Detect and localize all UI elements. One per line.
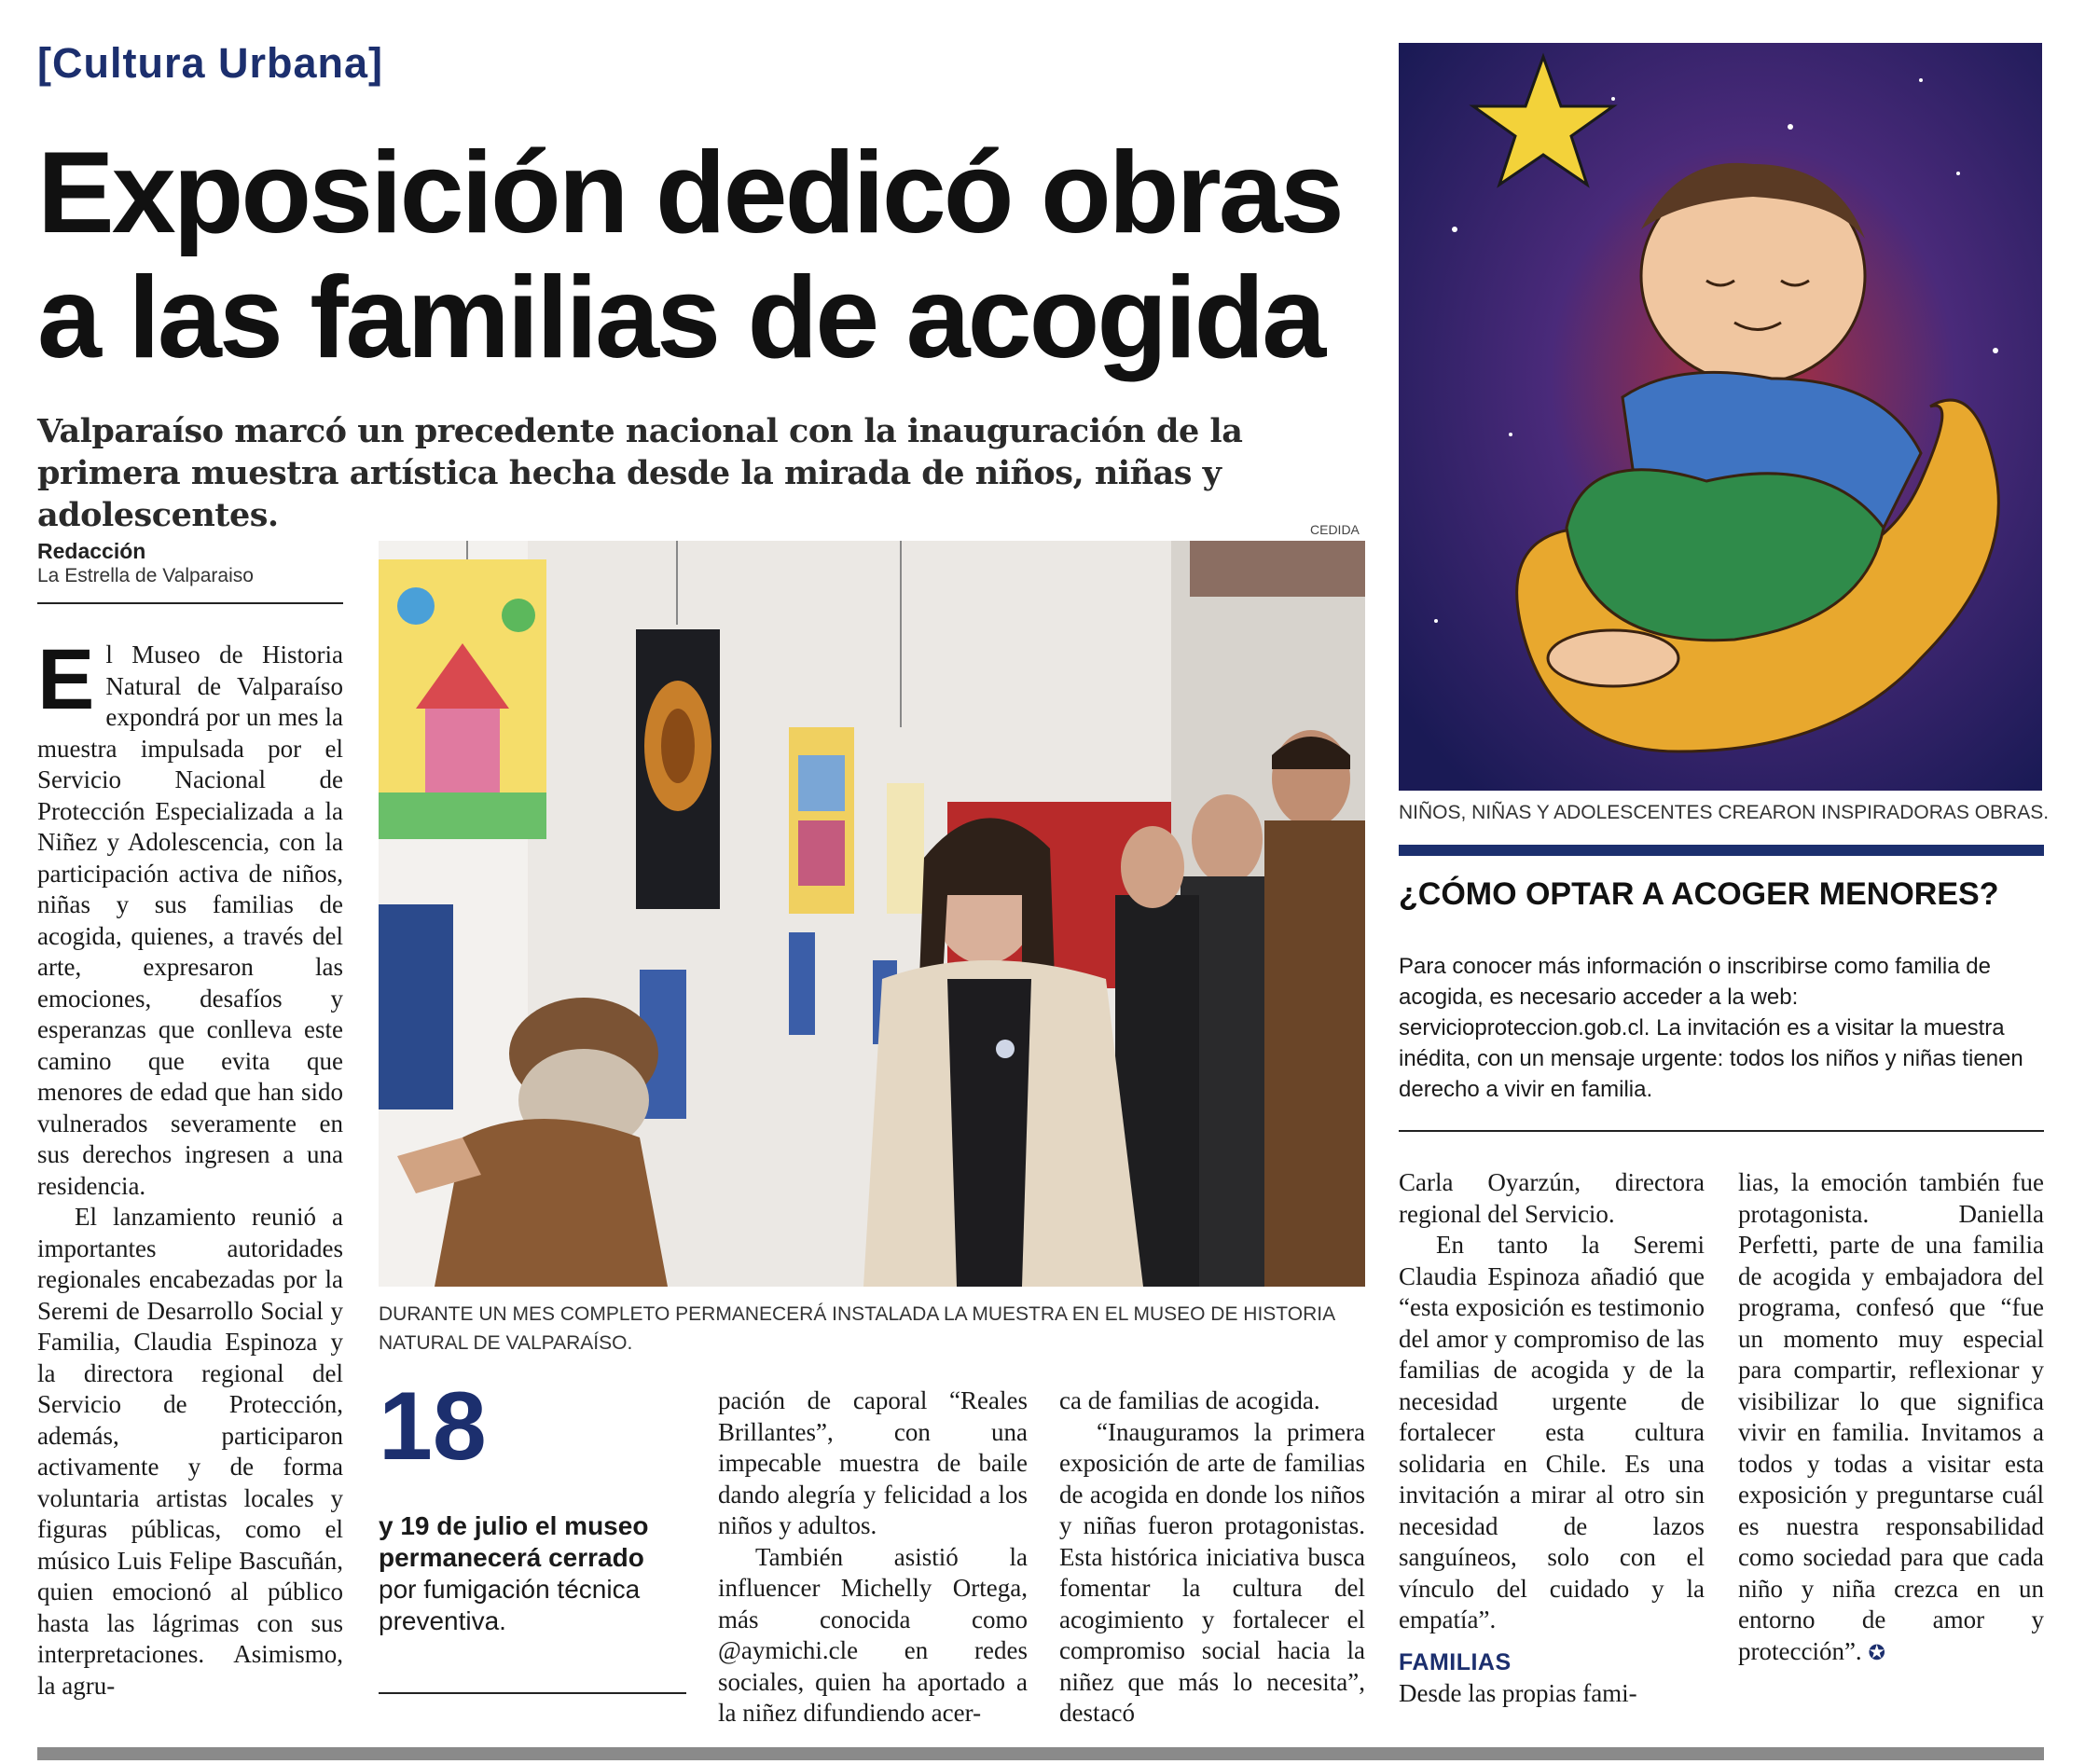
column-1 [37, 632, 343, 1740]
fact-rest-text: por fumigación técnica preventiva. [379, 1575, 641, 1635]
col4-paragraph-1: Carla Oyarzún, directora regional del Servicio. [1399, 1168, 1705, 1228]
col3-paragraph-1: ca de familias de acogida. [1059, 1386, 1320, 1414]
deck: Valparaíso marcó un precedente nacional con la inauguración de la primera muestra artística hecha desde la mirada de niños, niñas y adolescentes. [37, 412, 1243, 534]
col1-paragraph-2: El lanzamiento reunió a importantes autoridades regionales encabezadas por la Seremi de Desarrollo Social y Familia, Claudia Espinoza y la directora regional del Servicio de Protección, además, participaron activamente y de forma voluntaria artistas locales y figuras públicas, como el músico Luis Felipe Bascuñán, quien emocionó al público hasta las lágrimas con sus interpretaciones. Asimismo, la agru- [37, 1203, 343, 1700]
subhead-familias: FAMILIAS [1399, 1648, 1512, 1675]
section-tag: [Cultura Urbana] [37, 39, 384, 87]
column-3 [1059, 1385, 1365, 1730]
bottom-bar [37, 1747, 2044, 1760]
byline-name: Redacción [37, 539, 146, 563]
headline-line-2: a las familias de acogida [37, 254, 1324, 382]
col4-paragraph-3: Desde las propias fami- [1399, 1679, 1637, 1707]
photo-credit: CEDIDA [1310, 522, 1360, 537]
column-5 [1738, 1167, 2044, 1669]
info-box-text: Para conocer más información o inscribirse como familia de acogida, es necesario acceder a la web: servicioproteccion.gob.cl. La invitación es a visitar la muestra inédita, con un mensaje urgente: todos los niños y niñas tienen derecho a vivir en familia. [1399, 954, 2023, 1102]
column-2 [718, 1385, 1028, 1730]
col2-paragraph-2: También asistió la influencer Michelly Ortega, más conocida como @aymichi.cle en redes sociales, quien ha aportado a la niñez difundiendo acer- [718, 1542, 1028, 1727]
fact-bold-text: y 19 de julio el museo permanecerá cerrado [379, 1511, 649, 1572]
byline-outlet: La Estrella de Valparaiso [37, 565, 254, 586]
column-4 [1399, 1167, 1705, 1710]
headline [37, 131, 1380, 380]
byline-rule [37, 602, 343, 604]
col4-paragraph-2: En tanto la Seremi Claudia Espinoza añadió que “esta exposición es testimonio del amor y compromiso de las familias de acogida y de la necesidad urgente de fortalecer esta cultura solidaria en Chile. Es una invitación a mirar al otro sin necesidad de lazos sanguíneos, solo con el vínculo del cuidado y la empatía”. [1399, 1231, 1705, 1633]
artwork-caption: NIÑOS, NIÑAS Y ADOLESCENTES CREARON INSPIRADORAS OBRAS. [1399, 802, 2050, 823]
main-photo [379, 541, 1365, 1287]
info-box-bottom-rule [1399, 1130, 2044, 1132]
col2-paragraph-1: pación de caporal “Reales Brillantes”, con una impecable muestra de baile dando alegría y felicidad a los niños y adultos. [718, 1386, 1028, 1539]
main-photo-caption: DURANTE UN MES COMPLETO PERMANECERÁ INSTALADA LA MUESTRA EN EL MUSEO DE HISTORIA NATURAL DE VALPARAÍSO. [379, 1303, 1334, 1354]
fact-rule [379, 1692, 686, 1694]
end-mark-icon: ✪ [1868, 1641, 1885, 1665]
col5-paragraph-1: lias, la emoción también fue protagonista. Daniella Perfetti, parte de una familia de acogida y embajadora del programa, confesó que “fue un momento muy especial para compartir, reflexionar y visibilizar lo que significa vivir en familia. Invitamos a todos y todas a visitar esta exposición y preguntarse cuál es nuestra responsabilidad como sociedad para que cada niño y niña crezca en un entorno de amor y protección”. ✪ [1738, 1168, 2044, 1665]
headline-line-1: Exposición dedicó obras [37, 129, 1342, 257]
info-box-title: ¿CÓMO OPTAR A ACOGER MENORES? [1399, 876, 1999, 912]
fact-number: 18 [379, 1372, 487, 1481]
fact-text [379, 1510, 686, 1637]
col3-paragraph-2: “Inauguramos la primera exposición de arte de familias de acogida en donde los niños y niñas fueron protagonistas. Esta histórica iniciativa busca fomentar la cultura del acogimiento y fortalecer el compromiso social hacia la niñez que más lo necesita”, destacó [1059, 1417, 1365, 1727]
col1-paragraph-1: El Museo de Historia Natural de Valparaíso expondrá por un mes la muestra impulsada por el Servicio Nacional de Protección Especializada a la Niñez y Adolescencia, con la participación activa de niños, niñas y sus familias de acogida, quienes, a través del arte, expresaron las emociones, desafíos y esperanzas que conlleva este camino que evita que menores de edad que han sido vulnerados severamente en sus derechos ingresen a una residencia. [37, 632, 343, 1200]
drop-cap: E [37, 632, 95, 727]
artwork-photo [1399, 43, 2042, 791]
info-box-top-rule [1399, 845, 2044, 856]
